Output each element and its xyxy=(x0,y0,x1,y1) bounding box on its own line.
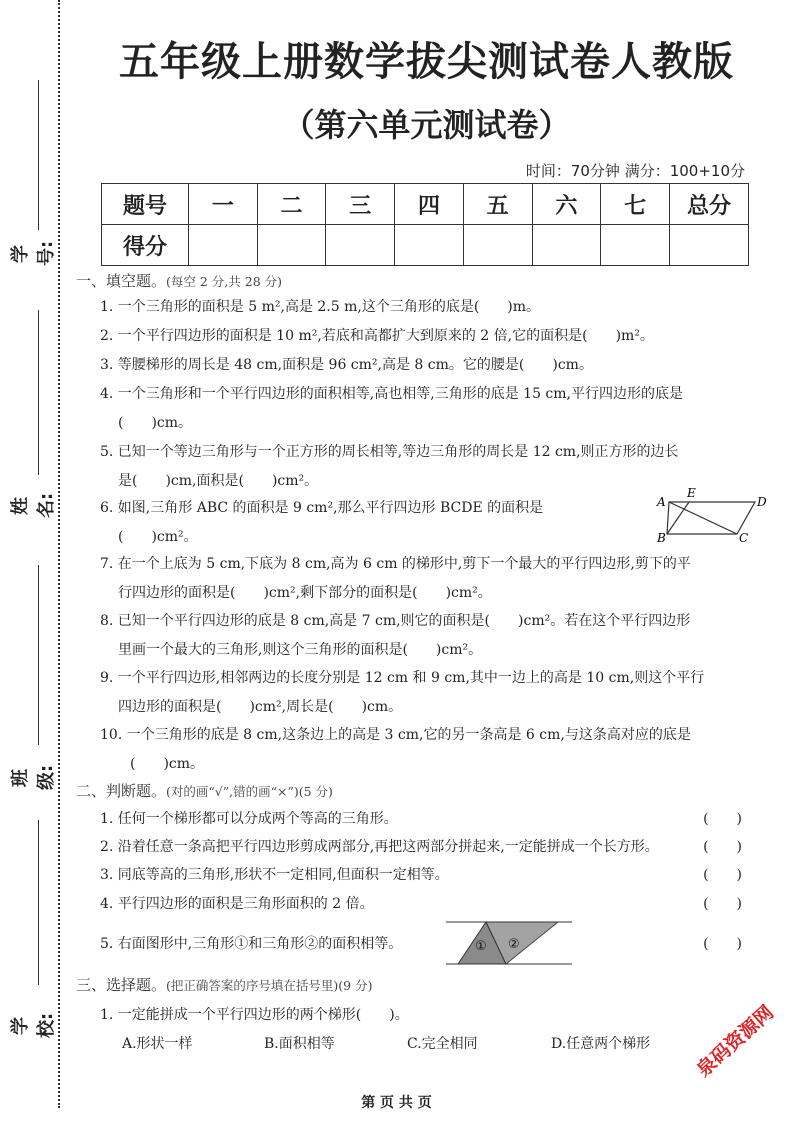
score-cell: 题号 xyxy=(102,184,189,225)
question-1-7b: 行四边形的面积是( )cm²,剩下部分的面积是( )cm²。 xyxy=(118,585,492,601)
question-2-4 xyxy=(100,890,770,919)
section3-title: 三、选择题。 xyxy=(76,976,167,994)
class-line xyxy=(38,565,39,745)
question-2-5 xyxy=(100,930,770,959)
question-2-1 xyxy=(100,805,770,834)
question-1-6a: 6. 如图,三角形 ABC 的面积是 9 cm²,那么平行四边形 BCDE 的面积是 xyxy=(100,500,544,516)
question-1-4a: 4. 一个三角形和一个平行四边形的面积相等,高也相等,三角形的底是 15 cm,平行四边形的底是 xyxy=(100,386,683,402)
watermark: 泉码资源网 xyxy=(692,1001,779,1082)
section3-note: (把正确答案的序号填在括号里)(9 分) xyxy=(166,978,373,993)
option-d[interactable]: D.任意两个梯形 xyxy=(551,1036,651,1052)
question-1-6b: ( )cm²。 xyxy=(118,529,198,545)
score-cell: 二 xyxy=(257,184,326,225)
school-label: 学校: xyxy=(10,1012,57,1038)
answer-paren[interactable]: ( ) xyxy=(703,936,742,952)
question-2-3 xyxy=(100,861,770,890)
question-2-2 xyxy=(100,833,770,862)
section1-note: (每空 2 分,共 28 分) xyxy=(166,274,282,289)
question-2-1-text: 1. 任何一个梯形都可以分成两个等高的三角形。 xyxy=(100,811,398,827)
question-3-1: 1. 一定能拼成一个平行四边形的两个梯形( )。 xyxy=(100,1007,409,1023)
option-b[interactable]: B.面积相等 xyxy=(264,1036,335,1052)
score-cell: 五 xyxy=(463,184,532,225)
score-input-cell[interactable] xyxy=(395,225,464,266)
time-info: 时间：70分钟 满分：100+10分 xyxy=(525,162,745,180)
question-2-2-text: 2. 沿着任意一条高把平行四边形剪成两部分,再把这两部分拼起来,一定能拼成一个长方形。 xyxy=(100,839,659,855)
option-a[interactable]: A.形状一样 xyxy=(122,1036,193,1052)
section1-title: 一、填空题。 xyxy=(76,272,167,290)
question-1-8b: 里画一个最大的三角形,则这个三角形的面积是( )cm²。 xyxy=(118,642,483,658)
student-id-label: 学号: xyxy=(10,240,57,266)
page-title: 五年级上册数学拔尖测试卷人教版 xyxy=(119,39,734,85)
score-cell: 七 xyxy=(601,184,670,225)
question-1-5b: 是( )cm,面积是( )cm²。 xyxy=(118,473,319,489)
triangle-2-label: ② xyxy=(508,937,520,952)
section3-heading xyxy=(76,974,372,995)
page-footer: 第 页 共 页 xyxy=(361,1095,432,1111)
score-input-cell[interactable] xyxy=(601,225,670,266)
score-input-cell[interactable] xyxy=(189,225,258,266)
score-cell: 四 xyxy=(395,184,464,225)
name-line xyxy=(38,310,39,475)
score-input-cell[interactable] xyxy=(257,225,326,266)
score-input-cell[interactable] xyxy=(670,225,749,266)
score-input-cell[interactable] xyxy=(463,225,532,266)
score-cell: 一 xyxy=(189,184,258,225)
score-input-cell[interactable] xyxy=(326,225,395,266)
fig-label-b: B xyxy=(657,531,666,544)
section2-title: 二、判断题。 xyxy=(76,782,167,800)
score-table-score-row xyxy=(102,225,749,266)
question-1-9b: 四边形的面积是( )cm²,周长是( )cm。 xyxy=(118,699,403,715)
binding-dashed-line xyxy=(58,0,60,1108)
fig-label-c: C xyxy=(739,531,749,544)
school-line xyxy=(38,820,39,985)
fig-label-e: E xyxy=(687,486,696,500)
score-input-cell[interactable] xyxy=(532,225,601,266)
question-1-4b: ( )cm。 xyxy=(118,415,193,431)
question-1-8a: 8. 已知一个平行四边形的底是 8 cm,高是 7 cm,则它的面积是( )cm²。若在这个平行四边形 xyxy=(100,613,691,629)
score-cell: 总分 xyxy=(670,184,749,225)
question-2-5-text: 5. 右面图形中,三角形①和三角形②的面积相等。 xyxy=(100,936,403,952)
answer-paren[interactable]: ( ) xyxy=(703,811,742,827)
question-1-5a: 5. 已知一个等边三角形与一个正方形的周长相等,等边三角形的周长是 12 cm,则正方形的边长 xyxy=(100,444,679,460)
answer-paren[interactable]: ( ) xyxy=(703,896,742,912)
section1-heading xyxy=(76,270,282,291)
score-cell: 三 xyxy=(326,184,395,225)
section2-heading xyxy=(76,780,333,801)
score-cell: 得分 xyxy=(102,225,189,266)
question-2-3-text: 3. 同底等高的三角形,形状不一定相同,但面积一定相等。 xyxy=(100,867,449,883)
answer-paren[interactable]: ( ) xyxy=(703,867,742,883)
question-1-7a: 7. 在一个上底为 5 cm,下底为 8 cm,高为 6 cm 的梯形中,剪下一个最大的平行四边形,剪下的平 xyxy=(100,556,691,572)
fig-label-a: A xyxy=(657,495,666,509)
triangles-figure xyxy=(446,918,572,968)
question-1-9a: 9. 一个平行四边形,相邻两边的长度分别是 12 cm 和 9 cm,其中一边上的高是 10 cm,则这个平行 xyxy=(100,670,705,686)
parallelogram-figure xyxy=(655,484,775,544)
question-1-10a: 10. 一个三角形的底是 8 cm,这条边上的高是 3 cm,它的另一条高是 6 cm,与这条高对应的底是 xyxy=(100,727,691,743)
page-subtitle: （第六单元测试卷） xyxy=(282,106,571,144)
question-2-4-text: 4. 平行四边形的面积是三角形面积的 2 倍。 xyxy=(100,896,374,912)
class-label: 班级: xyxy=(10,764,57,790)
score-cell: 六 xyxy=(532,184,601,225)
score-table xyxy=(101,183,749,266)
answer-paren[interactable]: ( ) xyxy=(703,839,742,855)
section2-note: (对的画“√”,错的画“×”)(5 分) xyxy=(166,784,333,799)
question-1-3: 3. 等腰梯形的周长是 48 cm,面积是 96 cm²,高是 8 cm。它的腰是( )cm。 xyxy=(100,357,593,373)
option-c[interactable]: C.完全相同 xyxy=(407,1036,478,1052)
question-1-2: 2. 一个平行四边形的面积是 10 m²,若底和高都扩大到原来的 2 倍,它的面积是( )m²。 xyxy=(100,328,654,344)
triangle-1-label: ① xyxy=(475,939,487,954)
score-table-header-row xyxy=(102,184,749,225)
student-id-line xyxy=(38,80,39,230)
question-1-10b: ( )cm。 xyxy=(130,756,205,772)
fig-label-d: D xyxy=(757,495,767,509)
question-1-1: 1. 一个三角形的面积是 5 m²,高是 2.5 m,这个三角形的底是( )m。 xyxy=(100,299,541,315)
name-label: 姓名: xyxy=(10,492,57,518)
